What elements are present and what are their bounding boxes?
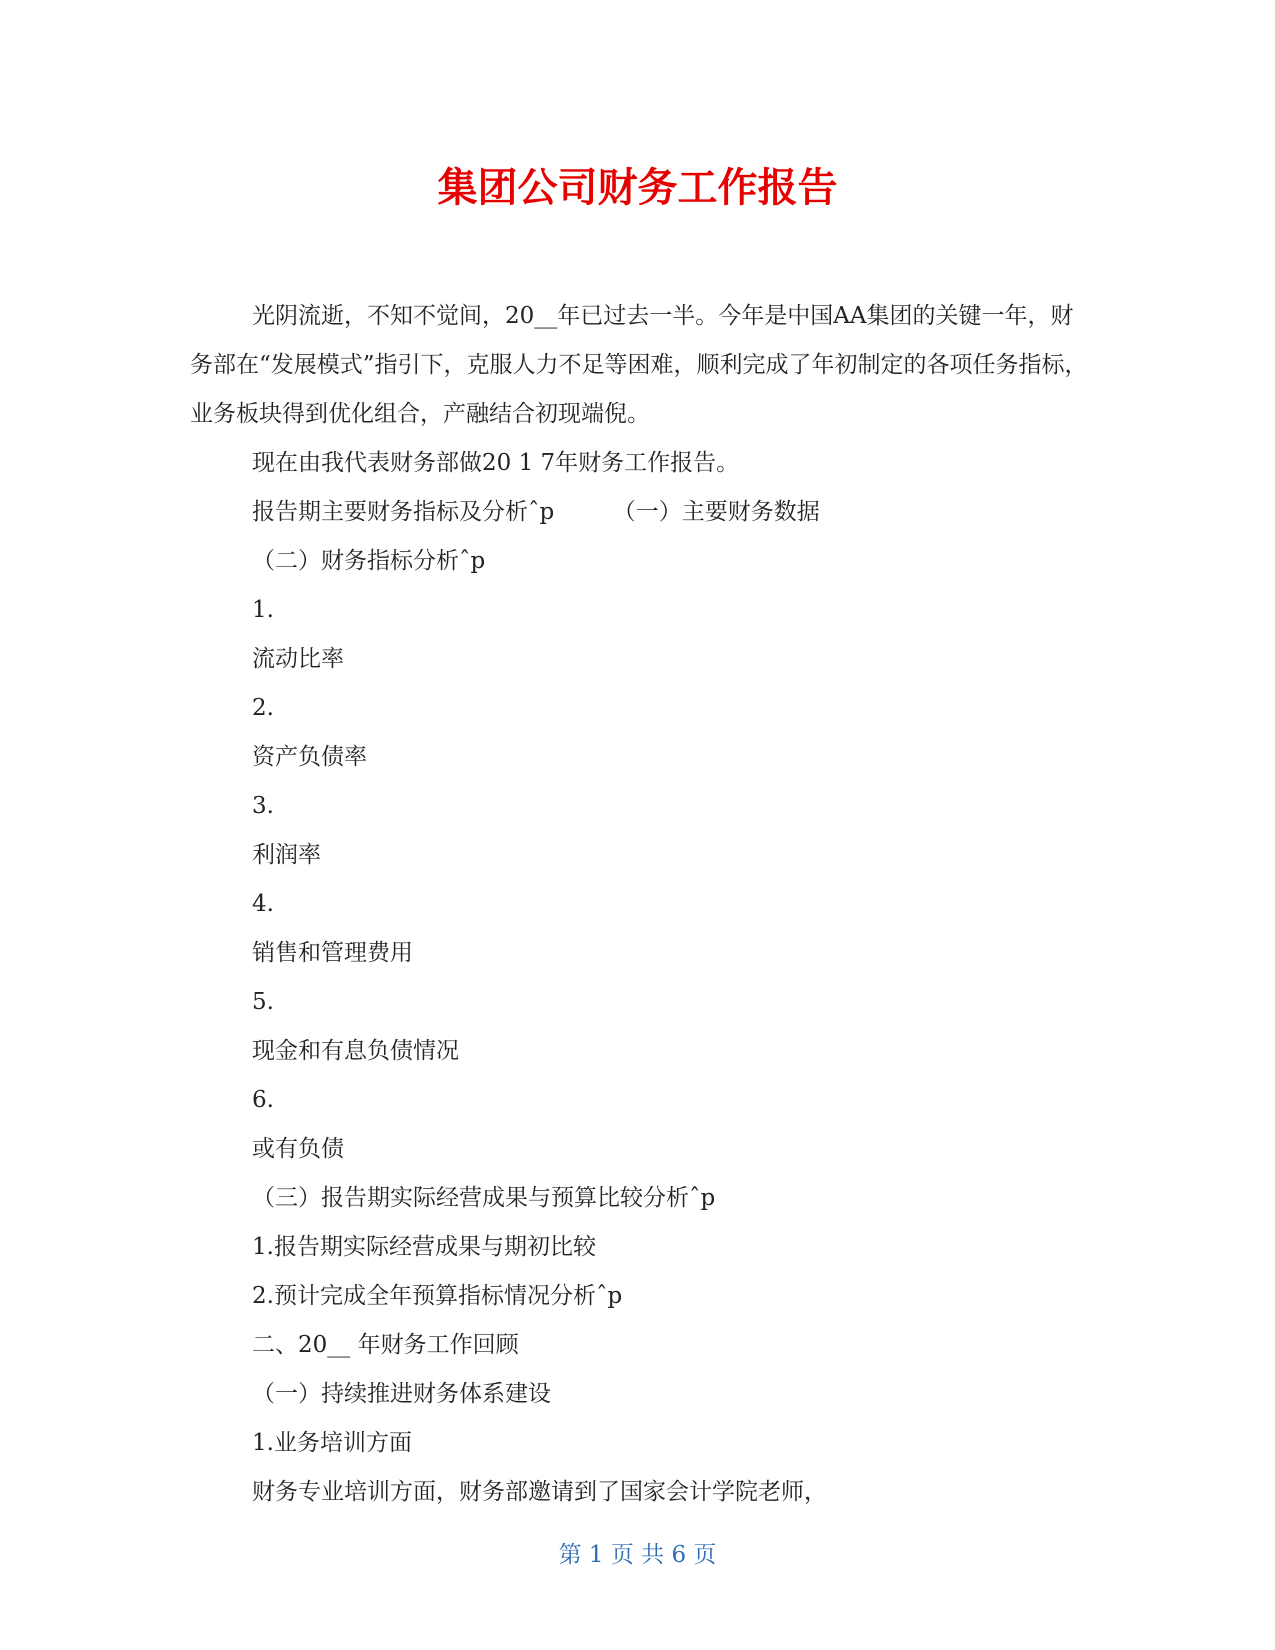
body-line: 1.报告期实际经营成果与期初比较 <box>252 1234 596 1260</box>
body-line: 6. <box>252 1087 274 1113</box>
intro-paragraph: 光阴流逝，不知不觉间，20__年已过去一半。今年是中国AA集团的关键一年，财务部在“发展模式”指引下，克服人力不足等困难，顺利完成了年初制定的各项任务指标，业务板块得到优化组合，产融结合初现端倪。 <box>190 303 1088 427</box>
body-line: 1. <box>252 597 274 623</box>
body-line: 二、20__ 年财务工作回顾 <box>252 1332 519 1358</box>
body-line: 2.预计完成全年预算指标情况分析ˆp <box>252 1283 623 1309</box>
body-line: 财务专业培训方面，财务部邀请到了国家会计学院老师， <box>252 1479 827 1505</box>
body-line: 或有负债 <box>252 1136 344 1162</box>
body-line: 5. <box>252 989 274 1015</box>
body-line: 利润率 <box>252 842 321 868</box>
body-line: 流动比率 <box>252 646 344 672</box>
body-line: 4. <box>252 891 274 917</box>
body-line: （一）持续推进财务体系建设 <box>252 1381 551 1407</box>
document-title: 集团公司财务工作报告 <box>437 165 838 211</box>
body-line: 3. <box>252 793 274 819</box>
body-line: （二）财务指标分析ˆp <box>252 548 486 574</box>
body-line: （三）报告期实际经营成果与预算比较分析ˆp <box>252 1185 716 1211</box>
document-body <box>190 292 1090 1517</box>
body-line: 销售和管理费用 <box>252 940 413 966</box>
body-line: 现金和有息负债情况 <box>252 1038 459 1064</box>
body-line: 现在由我代表财务部做20 1 7年财务工作报告。 <box>252 450 740 476</box>
page-footer: 第 1 页 共 6 页 <box>558 1542 717 1568</box>
body-line: 报告期主要财务指标及分析ˆp （一）主要财务数据 <box>252 499 820 525</box>
body-line: 资产负债率 <box>252 744 367 770</box>
body-line: 1.业务培训方面 <box>252 1430 412 1456</box>
body-line: 2. <box>252 695 274 721</box>
